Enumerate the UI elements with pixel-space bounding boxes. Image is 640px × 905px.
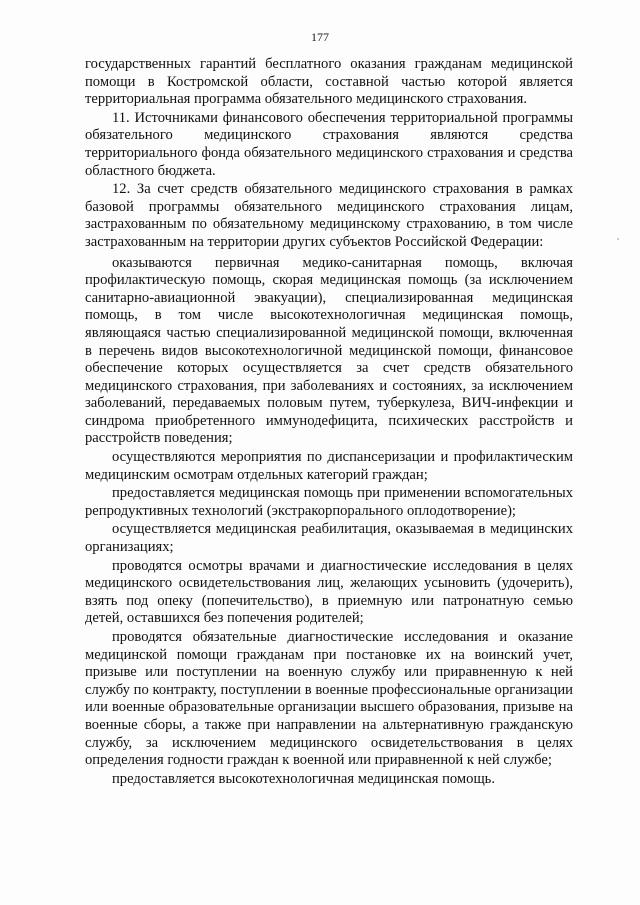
page-number: 177 [311, 30, 329, 44]
document-body [85, 56, 573, 788]
list-item-military-exams: проводятся обязательные диагностические исследования и оказание медицинской помощи гражданам при постановке их на воинский учет, призыве или поступлении на военную службу или приравненную к ней службу по контракту, поступлении в военные профессиональные организации или военные образовательные организации высшего образования, призыве на военные сборы, а также при направлении на альтернативную гражданскую службу, за исключением медицинского освидетельствования в целях определения годности граждан к военной или приравненной к ней службе; [85, 629, 573, 769]
list-item-high-tech-care: предоставляется высокотехнологичная медицинская помощь. [112, 770, 495, 787]
list-item-medical-care: оказываются первичная медико-санитарная помощь, включая профилактическую помощь, скорая медицинская помощь (за исключением санитарно-авиационной эвакуации), специализированная медицинская помощь, в том числе высокотехнологичная медицинская помощь, являющаяся частью специализированной медицинской помощи, включенная в перечень видов высокотехнологичной медицинской помощи, финансовое обеспечение которых осуществляется за счет средств обязательного медицинского страхования, при заболеваниях и состояниях, за исключением заболеваний, передаваемых половым путем, туберкулеза, ВИЧ-инфекции и синдрома приобретенного иммунодефицита, психических расстройств и расстройств поведения; [85, 254, 573, 447]
paragraph-continuation: государственных гарантий бесплатного оказания гражданам медицинской помощи в Костромской области, составной частью которой является территориальная программа обязательного медицинского страхования. [85, 56, 573, 108]
list-item-adoption-exams: проводятся осмотры врачами и диагностические исследования в целях медицинского освидетельствования лиц, желающих усыновить (удочерить), взять под опеку (попечительство), в приемную или патронатную семью детей, оставшихся без попечения родителей; [85, 557, 573, 627]
scan-speck [617, 238, 619, 240]
paragraph-11-financing-sources: 11. Источниками финансового обеспечения территориальной программы обязательного медицинского страхования являются средства территориального фонда обязательного медицинского страхования и средства областного бюджета. [85, 109, 573, 179]
paragraph-12-oms-coverage: 12. За счет средств обязательного медицинского страхования в рамках базовой программы обязательного медицинского страхования лицам, застрахованным по обязательному медицинскому страхованию, в том числе застрахованным на территории других субъектов Российской Федерации: [85, 181, 573, 250]
list-item-dispensary: осуществляются мероприятия по диспансеризации и профилактическим медицинским осмотрам отдельных категорий граждан; [85, 449, 573, 483]
list-item-rehabilitation: осуществляется медицинская реабилитация, оказываемая в медицинских организациях; [85, 521, 573, 556]
list-item-reproductive: предоставляется медицинская помощь при применении вспомогательных репродуктивных технологий (экстракорпорального оплодотворение); [85, 485, 573, 519]
